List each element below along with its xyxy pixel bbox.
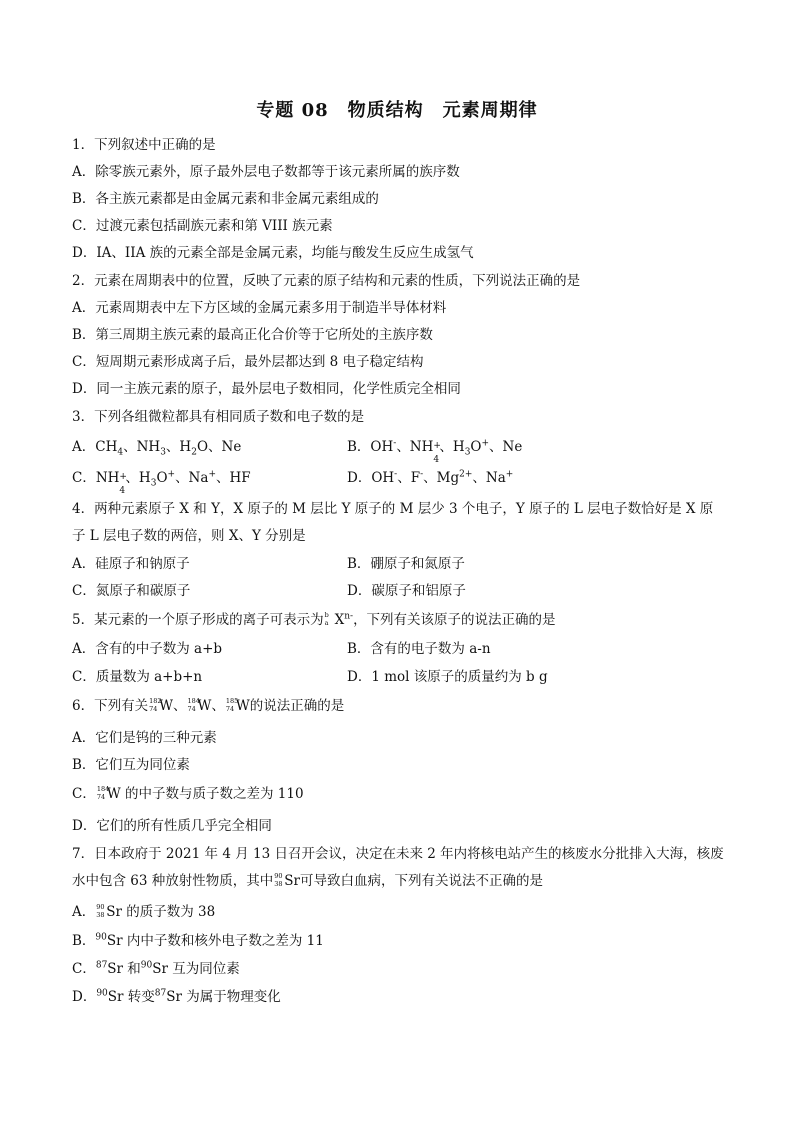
question-2-option-d: D．同一主族元素的原子，最外层电子数相同，化学性质完全相同 [72,381,461,397]
isotope-notation: b a [324,611,329,627]
question-7-stem-line-1: 7．日本政府于 2021 年 4 月 13 日召开会议，决定在未来 2 年内将核电站产生的核废水分批排入大海，核废 [72,846,724,862]
question-7-option-a: A． 90 38 Sr 的质子数为 38 [72,903,216,920]
question-6-option-c: C． 184 74 W 的中子数与质子数之差为 110 [72,785,304,802]
question-3-option-b: B．OH-、NH + 4 、$H_3O^+$、Ne [347,438,523,465]
isotope-notation: 90 38 [96,903,105,919]
question-5-option-b: B．含有的电子数为 a-n [347,641,491,657]
question-5-option-d: D．1 mol 该原子的质量约为 b g [347,669,548,685]
question-5-stem: 5．某元素的一个原子形成的离子可表示为 b a $X^{n-}$，下列有关该原子的说法正确的是 [72,611,556,628]
question-1-option-d: D．ⅠA、IIA 族的元素全部是金属元素，均能与酸发生反应生成氢气 [72,245,474,261]
question-3-option-c: C．NH + 4 、$H_3O^+$、Na+、HF [72,469,251,496]
question-1-stem: 1．下列叙述中正确的是 [72,137,216,153]
question-7-option-d: D．$^{90}$Sr 转变$^{87}$Sr 为属于物理变化 [72,988,281,1005]
isotope-notation: 90 38 [274,872,283,888]
question-4-option-c: C．氮原子和碳原子 [72,583,191,599]
question-1-option-b: B．各主族元素都是由金属元素和非金属元素组成的 [72,191,379,207]
question-2-option-b: B．第三周期主族元素的最高正化合价等于它所处的主族序数 [72,327,433,343]
isotope-notation: 182 74 [149,697,162,713]
question-3-option-a: A．$CH_4$、$NH_3$、$H_2O$、Ne [72,439,242,458]
isotope-notation: 184 74 [96,785,110,801]
question-7-option-c: C．$^{87}$Sr 和$^{90}$Sr 互为同位素 [72,960,240,977]
isotope-notation: 184 74 [187,697,200,713]
page-title: 专题 08 物质结构 元素周期律 [256,100,538,121]
question-4-stem-line-2: 子 L 层电子数的两倍，则 X、Y 分别是 [72,528,306,544]
question-4-option-d: D．碳原子和铝原子 [347,583,466,599]
question-7-stem-line-2: 水中包含 63 种放射性物质，其中 90 38 Sr可导致白血病，下列有关说法不正确的是 [72,872,543,889]
question-6-option-d: D．它们的所有性质几乎完全相同 [72,818,272,834]
question-6-option-b: B．它们互为同位素 [72,757,190,773]
question-4-option-a: A．硅原子和钠原子 [72,556,190,572]
isotope-notation: 185 74 [225,697,239,713]
question-2-stem: 2．元素在周期表中的位置，反映了元素的原子结构和元素的性质，下列说法正确的是 [72,273,581,289]
question-2-option-a: A．元素周期表中左下方区域的金属元素多用于制造半导体材料 [72,300,447,316]
question-4-option-b: B．硼原子和氮原子 [347,556,465,572]
question-5-option-a: A．含有的中子数为 a+b [72,641,223,657]
question-2-option-c: C．短周期元素形成离子后，最外层都达到 8 电子稳定结构 [72,354,424,370]
question-3-stem: 3．下列各组微粒都具有相同质子数和电子数的是 [72,409,365,425]
question-6-stem: 6．下列有关 182 74 W、 184 74 W、 185 74 W的说法正确的是 [72,697,345,714]
question-3-option-d: D．OH-、F-、$Mg^{2+}$、Na+ [347,469,514,486]
question-1-option-c: C．过渡元素包括副族元素和第 VIII 族元素 [72,218,333,234]
question-1-option-a: A．除零族元素外，原子最外层电子数都等于该元素所属的族序数 [72,164,460,180]
question-4-stem-line-1: 4．两种元素原子 X 和 Y，X 原子的 M 层比 Y 原子的 M 层少 3 个电子，Y 原子的 L 层电子数恰好是 X 原 [72,501,714,517]
question-7-option-b: B．$^{90}$Sr 内中子数和核外电子数之差为 11 [72,932,324,949]
question-5-option-c: C．质量数为 a+b+n [72,669,203,685]
question-6-option-a: A．它们是钨的三种元素 [72,730,217,746]
